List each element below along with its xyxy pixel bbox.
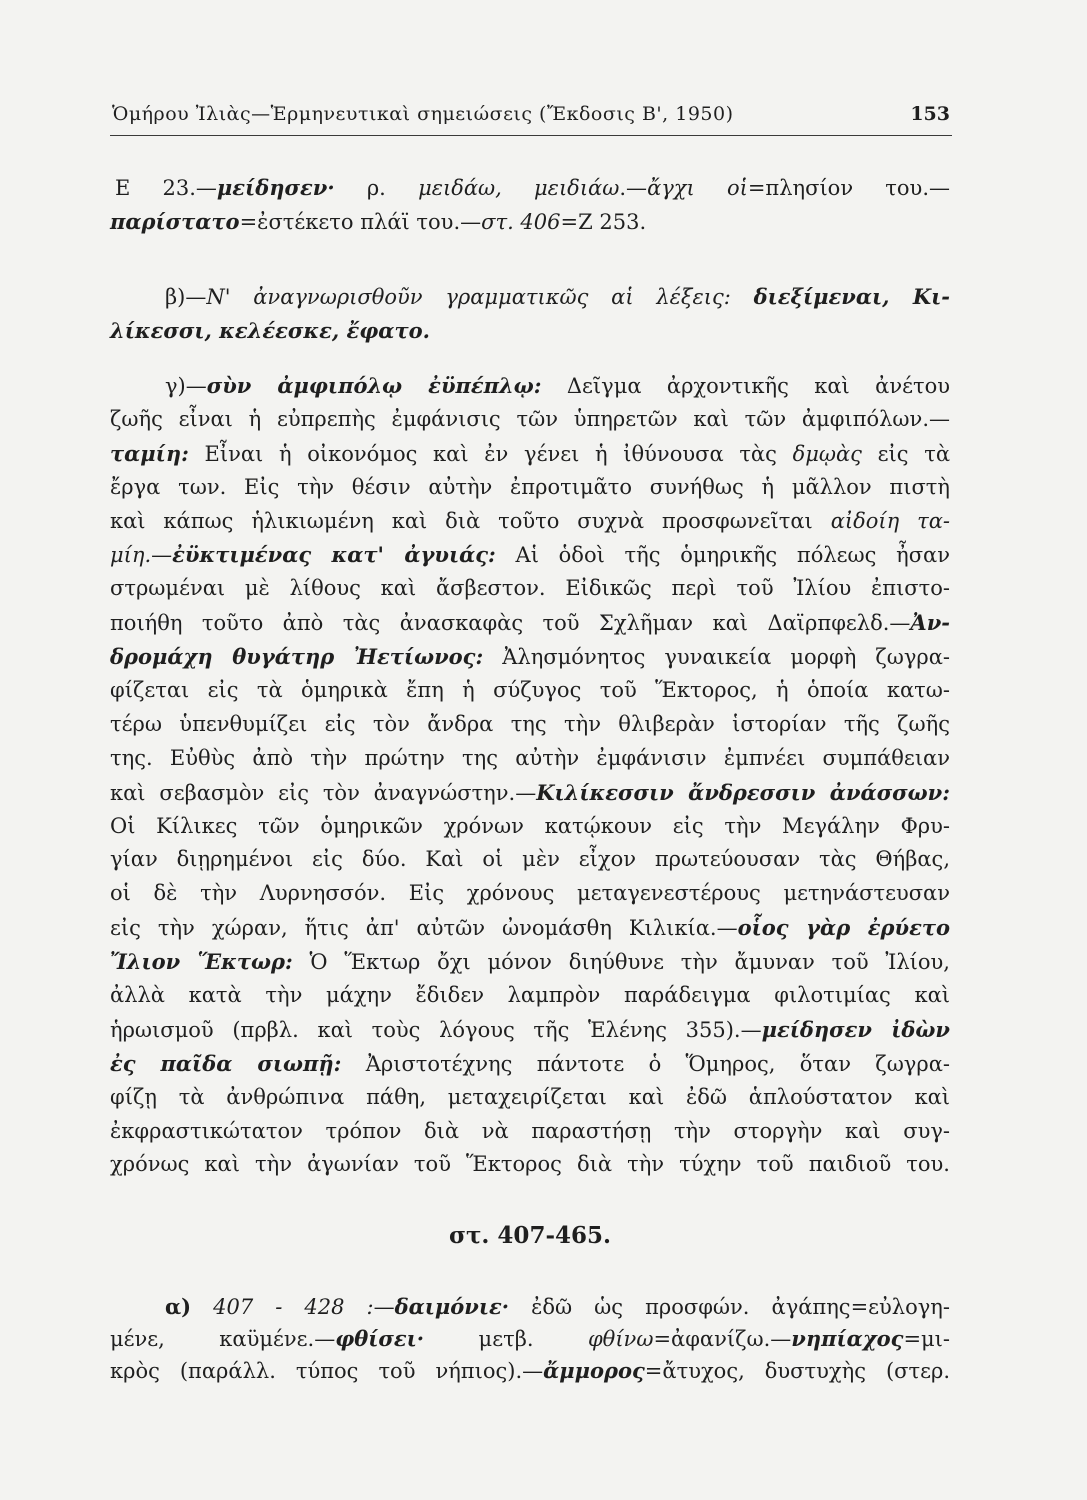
body-text: =ἀφανίζω.— xyxy=(653,1327,792,1351)
body-text: ἡρωισμοῦ (πρβλ. καὶ τοὺς λόγους τῆς Ἑλένης 355).— xyxy=(110,1017,762,1042)
running-head xyxy=(112,100,950,128)
body-text: ἐκφραστικώτατον τρόπον διὰ νὰ παραστήσῃ τὴν στοργὴν καὶ συγ- xyxy=(110,1118,950,1143)
text-line xyxy=(110,1148,950,1182)
body-text: =ἐστέκετο πλάϊ του.— xyxy=(239,209,482,234)
lemma-text: δαιμόνιε· xyxy=(394,1294,510,1319)
text-line xyxy=(110,171,950,205)
body-text: εἰς τὴν χώραν, ἥτις ἀπ' αὐτῶν ὠνομάσθη Κιλικία.— xyxy=(110,916,738,941)
body-text: φίζῃ τὰ ἀνθρώπινα πάθη, μεταχειρίζεται καὶ ἐδῶ ἁπλούστατον καὶ xyxy=(110,1084,950,1109)
body-text: Αἱ ὁδοὶ τῆς ὁμηρικῆς πόλεως ἦσαν xyxy=(495,543,950,568)
body-text: ἀλλὰ κατὰ τὴν μάχην ἔδιδεν λαμπρὸν παράδειγμα φιλοτιμίας καὶ xyxy=(110,983,950,1008)
text-line xyxy=(110,1323,950,1355)
italic-text: στ. 406 xyxy=(481,209,561,234)
lemma-text: Κιλίκεσσιν ἄνδρεσσιν ἀνάσσων: xyxy=(536,779,950,805)
text-line xyxy=(110,471,950,505)
body-text: ζωῆς εἶναι ἡ εὐπρεπὴς ἐμφάνισις τῶν ὑπηρετῶν καὶ τῶν ἀμφιπόλων.— xyxy=(110,406,950,431)
header-rule xyxy=(110,135,952,136)
body-text: Ἀλησμόνητος γυναικεία μορφὴ ζωγρα- xyxy=(483,645,951,670)
text-line xyxy=(110,437,950,471)
body-text: χρόνως καὶ τὴν ἀγωνίαν τοῦ Ἕκτορος διὰ τὴν τύχην τοῦ παιδιοῦ του. xyxy=(110,1152,950,1177)
text-line xyxy=(110,1013,950,1047)
body-text: ρ. xyxy=(334,176,419,200)
italic-text: μειδάω, μειδιάω xyxy=(418,176,620,200)
body-text: Ἀριστοτέχνης πάντοτε ὁ Ὅμηρος, ὅταν ζωγρα- xyxy=(341,1051,950,1076)
text-line xyxy=(110,674,950,708)
lemma-text: ταμίη: xyxy=(110,440,189,466)
body-text: =ἄτυχος, δυστυχὴς (στερ. xyxy=(644,1359,950,1383)
entry-e23 xyxy=(110,171,950,239)
lemma-text: Ἀν- xyxy=(910,610,950,636)
text-line xyxy=(110,538,950,572)
body-text: κρὸς (παράλλ. τύπος τοῦ νήπιος).— xyxy=(110,1359,544,1383)
lemma-text: φθίσει· xyxy=(335,1326,425,1351)
body-text: οἱ δὲ τὴν Λυρνησσόν. Εἰς χρόνους μεταγενεστέρους μετηνάστευσαν xyxy=(110,881,950,906)
body-text: .— xyxy=(619,176,648,200)
body-text: τέρω ὑπενθυμίζει εἰς τὸν ἄνδρα της τὴν θλιβερὰν ἱστορίαν τῆς ζωῆς xyxy=(110,711,950,736)
body-text: Οἱ Κίλικες τῶν ὁμηρικῶν χρόνων κατῴκουν εἰς τὴν Μεγάλην Φρυ- xyxy=(110,813,950,838)
section-beta xyxy=(110,280,950,348)
body-text: ἐδῶ ὡς προσφών. ἀγάπης=εὐλογη- xyxy=(509,1295,950,1319)
body-text: Δεῖγμα ἀρχοντικῆς καὶ ἀνέτου xyxy=(541,374,951,398)
italic-text: αἰδοίη τα- xyxy=(830,508,950,533)
text-line xyxy=(110,572,950,606)
text-line xyxy=(110,911,950,945)
text-line xyxy=(110,1291,950,1323)
lemma-text: οἷος γὰρ ἐρύετο xyxy=(737,915,950,941)
text-line xyxy=(110,979,950,1013)
italic-text: δμῳὰς xyxy=(792,441,862,466)
body-text: Εἶναι ἡ οἰκονόμος καὶ ἐν γένει ἡ ἰθύνουσα τὰς xyxy=(188,441,793,466)
body-text: της. Εὐθὺς ἀπὸ τὴν πρώτην της αὐτὴν ἐμφάνισιν ἐμπνέει συμπάθειαν xyxy=(110,745,950,770)
body-text: ποιήθη τοῦτο ἀπὸ τὰς ἀνασκαφὰς τοῦ Σχλῆμαν καὶ Δαϊρπφελδ.— xyxy=(110,611,911,636)
text-line xyxy=(110,280,950,314)
lemma-text: ἄμμορος xyxy=(543,1358,645,1383)
body-text: =πλησίον του.— xyxy=(747,176,950,200)
lemma-text: λίκεσσι, κελέεσκε, ἔφατο. xyxy=(110,317,430,343)
body-text: μετβ. xyxy=(424,1327,588,1351)
italic-text: φθίνω xyxy=(587,1327,654,1351)
lemma-text: μείδησεν ἰδὼν xyxy=(761,1016,950,1042)
lemma-text: σὺν ἀμφιπόλῳ ἐϋπέπλῳ: xyxy=(206,373,542,398)
text-line xyxy=(110,742,950,776)
text-line xyxy=(110,1081,950,1115)
body-text: ἔργα των. Εἰς τὴν θέσιν αὐτὴν ἐπροτιμᾶτο συνήθως ἡ μᾶλλον πιστὴ xyxy=(110,474,950,499)
text-line xyxy=(110,369,950,403)
section-alpha xyxy=(110,1291,950,1387)
page-number: 153 xyxy=(910,103,950,125)
body-text: Ὁ Ἕκτωρ ὄχι μόνον διηύθυνε τὴν ἄμυναν τοῦ Ἰλίου, xyxy=(292,950,950,975)
lemma-text: Ἴλιον Ἕκτωρ: xyxy=(110,949,293,975)
text-line xyxy=(110,640,950,674)
body-text: γ)— xyxy=(165,374,207,398)
text-line xyxy=(110,810,950,844)
text-line xyxy=(110,843,950,877)
text-line xyxy=(110,205,950,239)
text-line xyxy=(110,708,950,742)
body-text: καὶ σεβασμὸν εἰς τὸν ἀναγνώστην.— xyxy=(110,780,537,805)
lemma-text: δρομάχη θυγάτηρ Ἠετίωνος: xyxy=(110,644,484,670)
text-line xyxy=(110,1355,950,1387)
body-text: — xyxy=(373,1295,395,1319)
lemma-text: ἐς παῖδα σιωπῇ: xyxy=(110,1050,342,1076)
verse-range-heading: στ. 407-465. xyxy=(448,1222,612,1249)
body-text: — xyxy=(151,543,173,568)
body-text: γίαν διῃρημένοι εἰς δύο. Καὶ οἱ μὲν εἶχον πρωτεύουσαν τὰς Θήβας, xyxy=(110,847,950,872)
body-text: =Ζ 253. xyxy=(560,209,647,234)
italic-text: 407 - 428 : xyxy=(191,1295,374,1319)
body-text: μένε, καϋμένε.— xyxy=(110,1327,336,1351)
text-line xyxy=(110,505,950,539)
body-text: β)— xyxy=(165,285,207,309)
lemma-text: ἐϋκτιμένας κατ' ἀγυιάς: xyxy=(172,542,496,568)
text-line xyxy=(110,1047,950,1081)
body-text: εἰς τὰ xyxy=(861,441,950,466)
italic-text: ἄγχι οἱ xyxy=(647,176,748,200)
text-line xyxy=(110,1115,950,1149)
lemma-text: παρίστατο xyxy=(110,208,240,234)
body-text: φίζεται εἰς τὰ ὁμηρικὰ ἔπη ἡ σύζυγος τοῦ Ἕκτορος, ἡ ὁποία κατω- xyxy=(110,678,950,703)
body-text: =μι- xyxy=(903,1327,951,1351)
text-line xyxy=(110,877,950,911)
text-line xyxy=(110,314,950,348)
text-line xyxy=(110,776,950,810)
text-line xyxy=(110,606,950,640)
body-text: στρωμέναι μὲ λίθους καὶ ἄσβεστον. Εἰδικῶς περὶ τοῦ Ἰλίου ἐπιστο- xyxy=(110,576,950,601)
italic-text: μίη. xyxy=(110,543,152,568)
text-line xyxy=(110,403,950,437)
section-gamma xyxy=(110,369,950,1182)
body-text: καὶ κάπως ἡλικιωμένη καὶ διὰ τοῦτο συχνὰ προσφωνεῖται xyxy=(110,508,831,533)
running-title: Ὁμήρου Ἰλιὰς—Ἑρμηνευτικαὶ σημειώσεις (Ἔκδοσις Β', 1950) xyxy=(112,103,734,125)
body-text: Ε 23.— xyxy=(115,176,217,200)
lemma-text: διεξίμεναι, Κι- xyxy=(753,284,950,309)
lemma-text: μείδησεν· xyxy=(216,175,335,200)
italic-text: Ν' ἀναγνωρισθοῦν γραμματικῶς αἱ λέξεις: xyxy=(206,285,754,309)
text-line xyxy=(110,945,950,979)
bold-text: α) xyxy=(165,1294,192,1319)
lemma-text: νηπίαχος xyxy=(791,1326,904,1351)
